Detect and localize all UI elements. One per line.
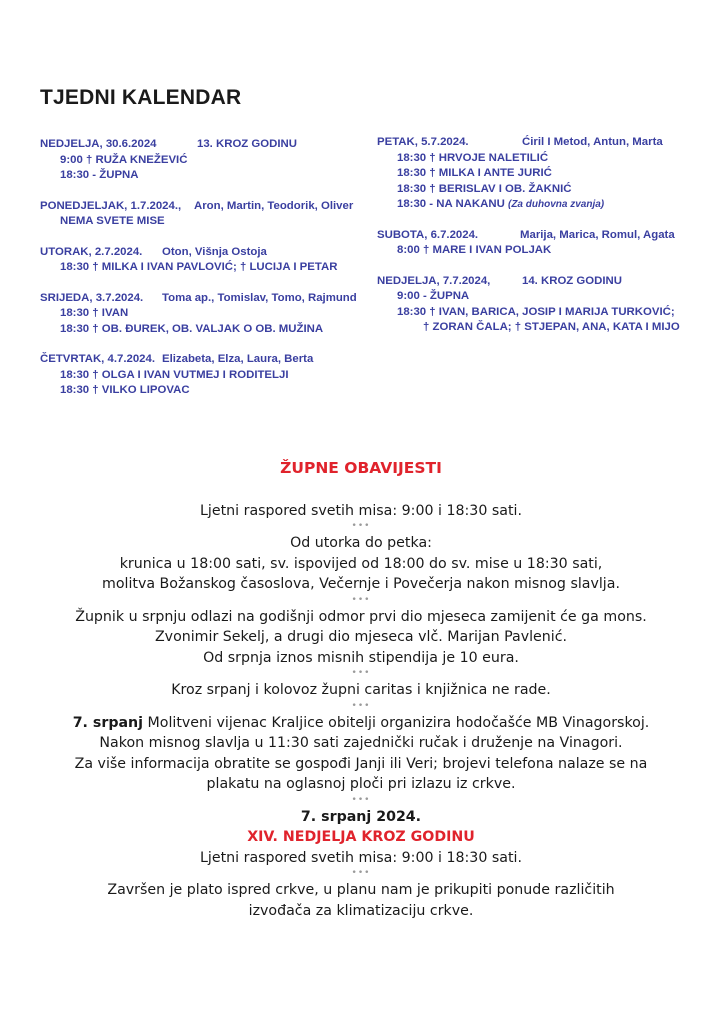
notice-pastor-vacation xyxy=(0,607,722,669)
notice-line: Za više informacija obratite se gospođi Janji ili Veri; brojevi telefona nalaze se na xyxy=(74,755,648,772)
mass-entry: NEMA SVETE MISE xyxy=(60,215,165,227)
notice-line xyxy=(0,713,722,734)
mass-entry: † ZORAN ČALA; † STJEPAN, ANA, KATA I MIJO xyxy=(423,321,680,333)
notice-line: Župnik u srpnju odlazi na godišnji odmor prvi dio mjeseca zamijenit će ga mons. xyxy=(75,608,647,625)
calendar-title: TJEDNI KALENDAR xyxy=(40,86,242,109)
notice-line: plakatu na oglasnoj ploči pri izlazu iz crkve. xyxy=(206,776,516,792)
separator: ••• xyxy=(351,868,371,878)
day-date: ČETVRTAK, 4.7.2024. xyxy=(40,353,156,365)
separator: ••• xyxy=(351,668,371,678)
day-block xyxy=(40,199,370,230)
notice-mass-schedule: Ljetni raspored svetih misa: 9:00 i 18:30 sati. xyxy=(200,502,522,519)
mass-entry: 9:00 - ŽUPNA xyxy=(397,290,470,302)
mass-note: (Za duhovna zvanja) xyxy=(507,199,605,210)
day-block xyxy=(40,291,370,338)
notice-date-bold: 7. srpanj xyxy=(72,714,144,731)
mass-entry: 18:30 † MILKA I ANTE JURIĆ xyxy=(397,167,552,179)
calendar-right-column xyxy=(377,135,707,351)
day-date: UTORAK, 2.7.2024. xyxy=(40,245,143,258)
day-block xyxy=(40,245,370,276)
day-header xyxy=(40,245,370,261)
separator: ••• xyxy=(351,794,371,805)
mass-entry: 18:30 † OLGA I IVAN VUTMEJ I RODITELJI xyxy=(60,368,289,381)
day-block xyxy=(377,228,707,259)
mass-entry: 18:30 † BERISLAV I OB. ŽAKNIĆ xyxy=(397,182,572,195)
notice-line: izvođača za klimatizaciju crkve. xyxy=(248,902,474,919)
mass-entry: 18:30 - ŽUPNA xyxy=(60,169,139,181)
separator: ••• xyxy=(351,700,371,711)
day-block xyxy=(377,135,707,213)
day-header xyxy=(377,135,707,151)
notice-air-conditioning xyxy=(0,880,722,921)
day-saints: Aron, Martin, Teodorik, Oliver xyxy=(194,199,354,212)
day-date: PETAK, 5.7.2024. xyxy=(377,136,469,148)
day-header xyxy=(40,352,370,368)
parish-notices xyxy=(0,458,722,921)
day-header xyxy=(40,137,370,153)
mass-entry: 18:30 † MILKA I IVAN PAVLOVIĆ; † LUCIJA I PETAR xyxy=(60,261,338,273)
mass-entry xyxy=(377,197,707,213)
notice-text: Molitveni vijenac Kraljice obitelji organizira hodočašće MB Vinagorskoj. xyxy=(143,714,650,731)
mass-entry: 18:30 † IVAN, BARICA, JOSIP I MARIJA TURKOVIĆ; xyxy=(397,305,675,318)
day-saints: Ćiril I Metod, Antun, Marta xyxy=(522,136,663,148)
notice-weekday-program xyxy=(0,533,722,595)
sunday-title: XIV. NEDJELJA KROZ GODINU xyxy=(247,829,475,845)
day-saints: 13. KROZ GODINU xyxy=(197,138,297,150)
day-saints: Marija, Marica, Romul, Agata xyxy=(520,228,675,241)
notice-pilgrimage xyxy=(0,713,722,795)
day-block xyxy=(40,137,370,184)
day-block xyxy=(377,274,707,336)
mass-entry: 18:30 † HRVOJE NALETILIĆ xyxy=(397,151,549,164)
day-saints: 14. KROZ GODINU xyxy=(522,274,622,287)
day-header xyxy=(40,291,370,307)
sunday-date: 7. srpanj 2024. xyxy=(300,808,422,825)
day-date: SUBOTA, 6.7.2024. xyxy=(377,228,479,241)
notices-heading: ŽUPNE OBAVIJESTI xyxy=(280,459,442,477)
notice-line: Od srpnja iznos misnih stipendija je 10 eura. xyxy=(203,649,519,666)
mass-entry: 18:30 † IVAN xyxy=(60,307,129,319)
notice-caritas: Kroz srpanj i kolovoz župni caritas i knjižnica ne rade. xyxy=(171,682,551,698)
day-date: NEDJELJA, 7.7.2024, xyxy=(377,274,491,287)
day-saints: Toma ap., Tomislav, Tomo, Rajmund xyxy=(162,291,357,304)
notice-line: Zvonimir Sekelj, a drugi dio mjeseca vlč. Marijan Pavlenić. xyxy=(154,629,568,645)
notice-line: krunica u 18:00 sati, sv. ispovijed od 18:00 do sv. mise u 18:30 sati, xyxy=(119,555,603,572)
notice-mass-schedule-2: Ljetni raspored svetih misa: 9:00 i 18:30 sati. xyxy=(200,849,522,866)
day-date: NEDJELJA, 30.6.2024 xyxy=(40,138,157,150)
separator: ••• xyxy=(351,594,371,605)
calendar-left-column xyxy=(40,137,370,414)
mass-entry: 18:30 † OB. ĐUREK, OB. VALJAK O OB. MUŽINA xyxy=(60,322,324,335)
notice-line: Nakon misnog slavlja u 11:30 sati zajednički ručak i druženje na Vinagori. xyxy=(99,735,623,751)
day-header xyxy=(40,199,370,215)
mass-entry: 9:00 † RUŽA KNEŽEVIĆ xyxy=(60,153,188,166)
mass-entry: 18:30 † VILKO LIPOVAC xyxy=(60,384,190,396)
notice-line: molitva Božanskog časoslova, Večernje i Povečerja nakon misnog slavlja. xyxy=(102,576,620,592)
mass-entry: 8:00 † MARE I IVAN POLJAK xyxy=(397,244,552,256)
day-date: PONEDJELJAK, 1.7.2024., xyxy=(40,199,182,212)
day-block xyxy=(40,352,370,399)
day-header xyxy=(377,274,707,290)
day-date: SRIJEDA, 3.7.2024. xyxy=(40,291,144,304)
notice-line: Od utorka do petka: xyxy=(290,535,432,551)
notice-line: Završen je plato ispred crkve, u planu nam je prikupiti ponude različitih xyxy=(107,882,615,898)
mass-entry-text: 18:30 - NA NAKANU xyxy=(397,198,505,210)
day-saints: Elizabeta, Elza, Laura, Berta xyxy=(162,353,314,365)
day-header xyxy=(377,228,707,244)
separator: ••• xyxy=(351,521,371,531)
day-saints: Oton, Višnja Ostoja xyxy=(162,245,267,258)
